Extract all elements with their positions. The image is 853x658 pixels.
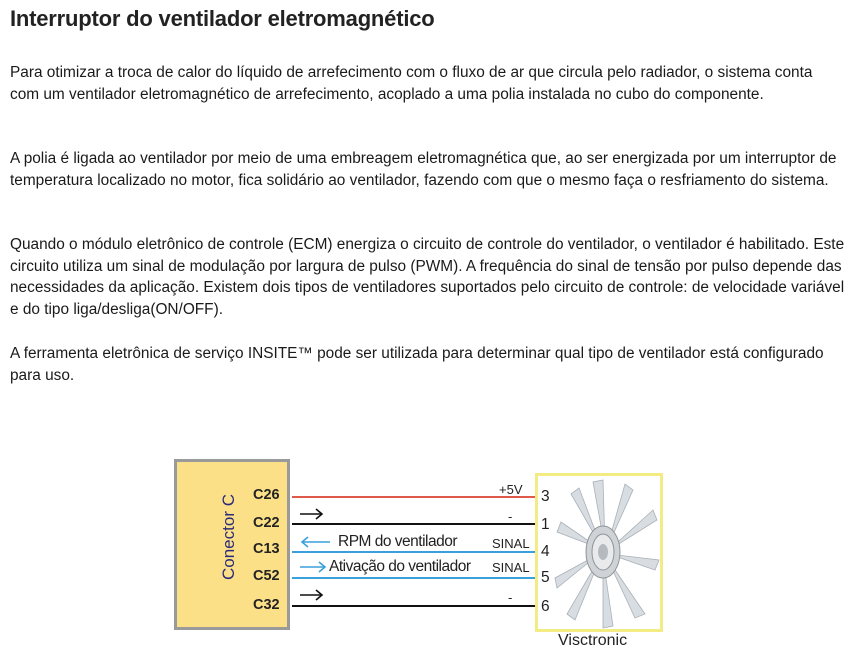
fan-label: Visctronic [558,632,628,649]
page-title: Interruptor do ventilador eletromagnético [10,6,435,31]
terminal-5: 5 [541,569,550,586]
pin-c13: C13 [253,541,280,557]
pin-c32: C32 [253,597,280,613]
signal-c22: - [508,509,513,524]
arrow-left-icon [302,537,330,547]
arrow-right-icon [300,509,322,519]
paragraph-pulley: A polia é ligada ao ventilador por meio de uma embreagem eletromagnética que, ao ser energizada por um interruptor de temperatura localizado no motor, fica solidário ao ventilador, fazendo com que o mesmo faça o resfriamento do sistema. [10,150,837,189]
terminal-3: 3 [541,488,550,505]
connector-label: Conector C [219,494,238,580]
pin-c26: C26 [253,487,280,503]
pin-c22: C22 [253,515,280,531]
arrow-right-icon [300,562,325,572]
wire-label-activation: Ativação do ventilador [329,558,471,575]
paragraph-heat-exchange: Para otimizar a troca de calor do líquido de arrefecimento com o fluxo de ar que circula pelo radiador, o sistema conta com um ventilador eletromagnético de arrefecimento, acoplado a uma polia instalada no cubo do componente. [10,64,813,103]
paragraph-insite-tool: A ferramenta eletrônica de serviço INSITE™ pode ser utilizada para determinar qual tipo de ventilador está configurado para uso. [10,345,824,384]
fan-icon [553,476,661,630]
paragraph-ecm-control: Quando o módulo eletrônico de controle (ECM) energiza o circuito de controle do ventilador, o ventilador é habilitado. Este circuito utiliza um sinal de modulação por largura de pulso (PWM). A frequência do sinal de tensão por pulso depende das necessidades da aplicação. Existem dois tipos de ventiladores suportados pelo circuito de controle: de velocidade variável e do tipo liga/desliga(ON/OFF). [10,236,845,318]
terminal-6: 6 [541,598,550,615]
signal-c26: +5V [499,482,523,497]
terminal-4: 4 [541,543,550,560]
wire-label-rpm: RPM do ventilador [338,533,458,550]
pin-c52: C52 [253,568,280,584]
signal-c52: SINAL [492,560,530,575]
arrow-right-icon [300,590,322,600]
signal-c32: - [508,590,513,605]
terminal-1: 1 [541,516,550,533]
signal-c13: SINAL [492,536,530,551]
